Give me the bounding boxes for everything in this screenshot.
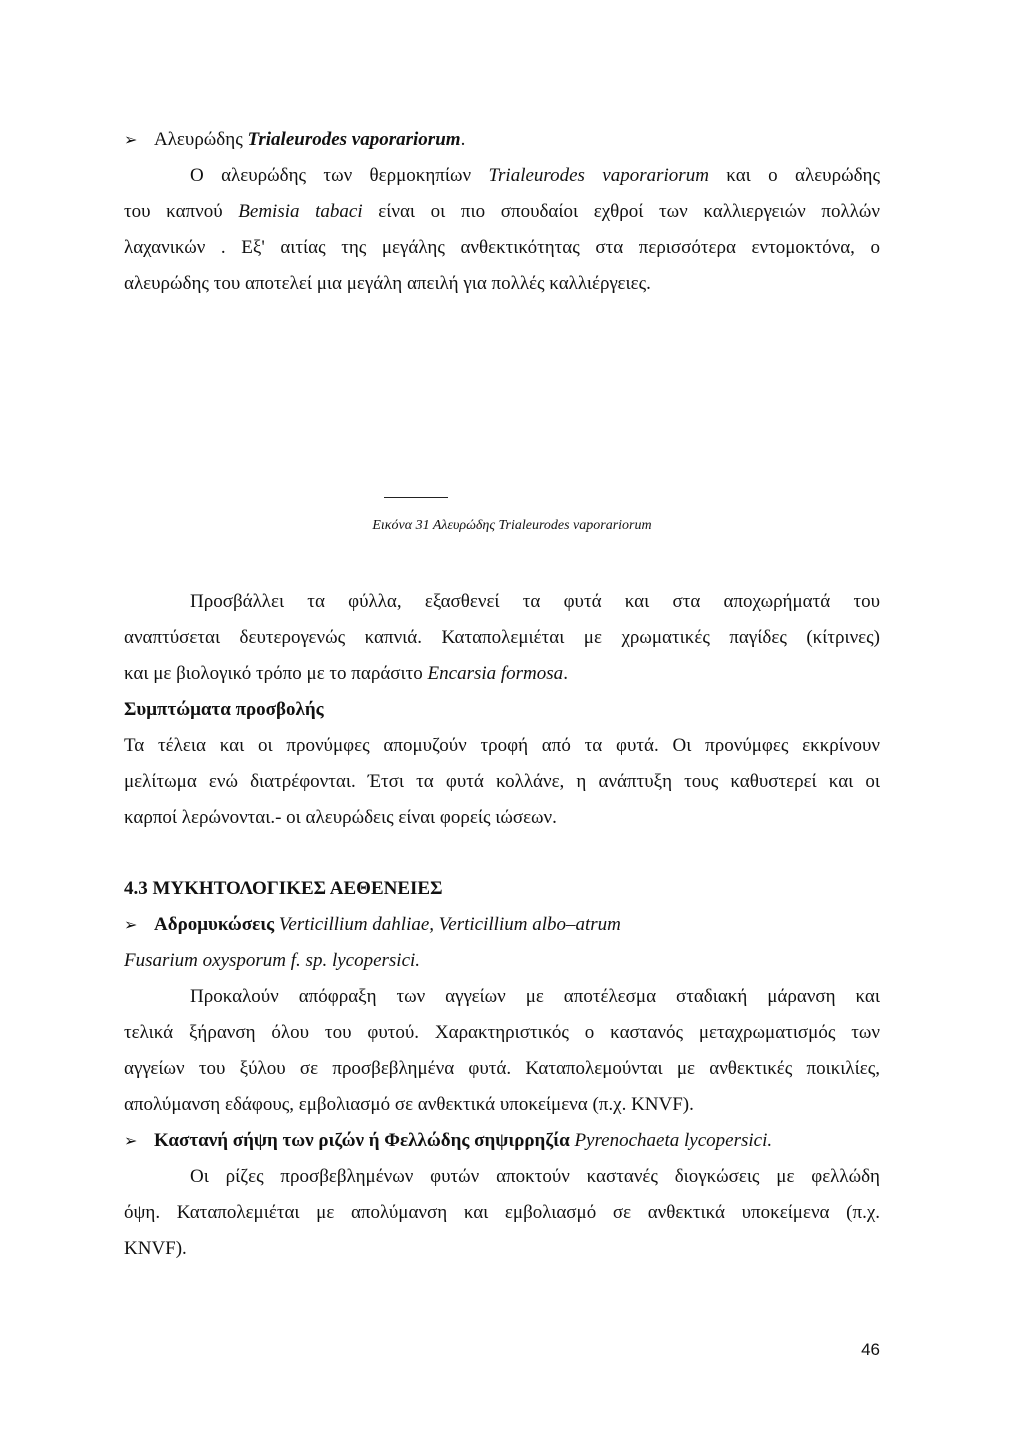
arrow-bullet-icon: ➢ bbox=[124, 130, 138, 149]
paragraph-line: Προκαλούν απόφραξη των αγγείων με αποτέλεσμα σταδιακή μάρανση και bbox=[190, 986, 880, 1007]
symptoms-heading: Συμπτώματα προσβολής bbox=[124, 699, 324, 720]
page-number: 46 bbox=[861, 1340, 880, 1359]
bullet-item-adromykoseis: ➢ Αδρομυκώσεις Verticillium dahliae, Verticillium albo–atrum bbox=[124, 914, 621, 935]
arrow-bullet-icon: ➢ bbox=[124, 915, 138, 934]
paragraph-line: αγγείων του ξύλου σε προσβεβλημένα φυτά. Καταπολεμούνται με ανθεκτικές ποικιλίες, bbox=[124, 1058, 880, 1079]
section-heading-4-3: 4.3 ΜΥΚΗΤΟΛΟΓΙΚΕΣ ΑΕΘΕΝΕΙΕΣ bbox=[124, 878, 443, 899]
section-title-trialeurodes: ➢ Αλευρώδης Trialeurodes vaporariorum. bbox=[124, 129, 466, 150]
paragraph-line: Οι ρίζες προσβεβλημένων φυτών αποκτούν καστανές διογκώσεις με φελλώδη bbox=[190, 1166, 880, 1187]
paragraph-line: και με βιολογικό τρόπο με το παράσιτο Encarsia formosa. bbox=[124, 663, 568, 684]
paragraph-line: λαχανικών . Εξ' αιτίας της μεγάλης ανθεκτικότητας στα περισσότερα εντομοκτόνα, ο bbox=[124, 237, 880, 258]
section-title-latin: Trialeurodes vaporariorum bbox=[247, 129, 461, 150]
paragraph-line: απολύμανση εδάφους, εμβολιασμό σε ανθεκτικά υποκείμενα (π.χ. KNVF). bbox=[124, 1094, 694, 1115]
paragraph-line: αλευρώδης του αποτελεί μια μεγάλη απειλή για πολλές καλλιέργειες. bbox=[124, 273, 651, 294]
paragraph-line: καρποί λερώνονται.- οι αλευρώδεις είναι φορείς ιώσεων. bbox=[124, 807, 557, 828]
bullet-item-latin-line: Fusarium oxysporum f. sp. lycopersici. bbox=[124, 950, 421, 971]
paragraph-line: Τα τέλεια και οι προνύμφες απομυζούν τροφή από τα φυτά. Οι προνύμφες εκκρίνουν bbox=[124, 735, 880, 756]
arrow-bullet-icon: ➢ bbox=[124, 1131, 138, 1150]
paragraph-line: του καπνού Bemisia tabaci είναι οι πιο σπουδαίοι εχθροί των καλλιεργειών πολλών bbox=[124, 201, 881, 222]
figure-rule bbox=[384, 497, 448, 498]
paragraph-line: όψη. Καταπολεμιέται με απολύμανση και εμβολιασμό σε ανθεκτικά υποκείμενα (π.χ. bbox=[124, 1202, 880, 1223]
paragraph-line: αναπτύσεται δευτερογενώς καπνιά. Καταπολεμιέται με χρωματικές παγίδες (κίτρινες) bbox=[124, 627, 880, 648]
bullet-item-kastani-sipsi: ➢ Καστανή σήψη των ριζών ή Φελλώδης σηψιρρηζία Pyrenochaeta lycopersici. bbox=[124, 1130, 773, 1151]
paragraph-line: KNVF). bbox=[124, 1238, 187, 1259]
figure-caption: Εικόνα 31 Αλευρώδης Trialeurodes vaporariorum bbox=[372, 518, 652, 533]
paragraph-line: τελικά ξήρανση όλου του φυτού. Χαρακτηριστικός ο καστανός μεταχρωματισμός των bbox=[124, 1022, 880, 1043]
paragraph-line: μελίτωμα ενώ διατρέφονται. Έτσι τα φυτά κολλάνε, η ανάπτυξη τους καθυστερεί και οι bbox=[124, 771, 880, 792]
paragraph-line: Ο αλευρώδης των θερμοκηπίων Trialeurodes vaporariorum και ο αλευρώδης bbox=[190, 165, 880, 186]
paragraph-line: Προσβάλλει τα φύλλα, εξασθενεί τα φυτά και στα αποχωρήματά του bbox=[190, 591, 880, 612]
section-title-text: Αλευρώδης bbox=[154, 129, 248, 150]
